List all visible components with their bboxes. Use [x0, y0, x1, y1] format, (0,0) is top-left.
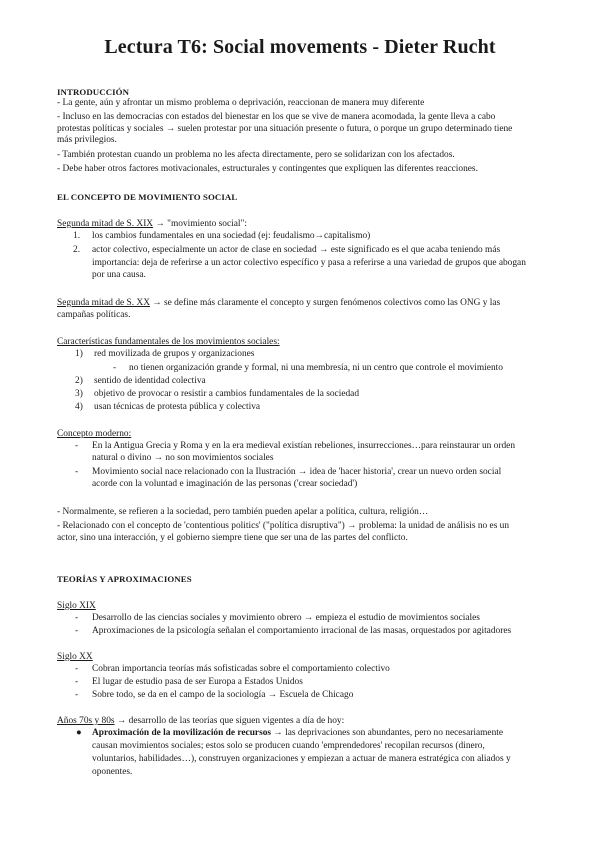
list-item: En la Antigua Grecia y Roma y en la era medieval existían rebeliones, insurrecciones…para reinstaurar un orden	[92, 441, 516, 451]
list-item: voluntarios, habilidades…), construyen organizaciones y empiezan a actuar de manera estratégica con aliados y	[92, 754, 511, 764]
list-marker: 4)	[75, 402, 83, 412]
document-title: Lectura T6: Social movements - Dieter Rucht	[104, 36, 496, 58]
concepto-heading: EL CONCEPTO DE MOVIMIENTO SOCIAL	[57, 192, 238, 202]
list-item: objetivo de provocar o resistir a cambios fundamentales de la sociedad	[94, 389, 360, 399]
list-item: Cobran importancia teorías más sofisticadas sobre el comportamiento colectivo	[92, 664, 390, 674]
s19-rest: → "movimiento social":	[153, 219, 247, 229]
teorias-heading: TEORÍAS Y APROXIMACIONES	[57, 574, 192, 584]
s20-line: campañas políticas.	[57, 310, 131, 320]
note-line: - Normalmente, se refieren a la sociedad, pero también pueden apelar a política, cultura, religión…	[57, 507, 429, 517]
list-item: no tienen organización grande y formal, ni una membresía, ni un centro que controle el movimiento	[129, 363, 503, 373]
list-item: por una causa.	[92, 270, 146, 280]
list-marker: -	[113, 363, 117, 373]
intro-line: - Debe haber otros factores motivacionales, estructurales y contingentes que expliquen las diferentes reacciones.	[57, 164, 478, 174]
xx-heading: Siglo XX	[57, 652, 93, 662]
intro-line: - Incluso en las democracias con estados del bienestar en los que se vive de manera acomodada, la gente lleva a cabo	[57, 112, 496, 122]
list-item: importancia: deja de referirse a un actor colectivo específico y pasa a referirse a una variedad de grupos que abogan	[92, 258, 526, 268]
list-item: red movilizada de grupos y organizaciones	[94, 349, 255, 359]
list-marker: 1.	[73, 231, 81, 241]
moderno-heading: Concepto moderno:	[57, 429, 132, 439]
s20-label: Segunda mitad de S. XX	[57, 298, 150, 308]
list-marker: 1)	[75, 349, 83, 359]
anos-heading	[57, 716, 344, 727]
anos-label: Años 70s y 80s	[57, 716, 115, 726]
list-marker: -	[75, 690, 79, 700]
caract-heading: Características fundamentales de los movimientos sociales:	[57, 337, 280, 347]
s19-heading	[57, 219, 247, 230]
list-item: acorde con la voluntad e imaginación de las personas ('crear sociedad')	[92, 479, 358, 489]
list-marker: 3)	[75, 389, 83, 399]
list-item: los cambios fundamentales en una sociedad (ej: feudalismo→capitalismo)	[92, 231, 371, 241]
list-item: sentido de identidad colectiva	[94, 376, 206, 386]
intro-heading: INTRODUCCIÓN	[57, 87, 130, 97]
list-marker: -	[75, 441, 79, 451]
list-marker: 2)	[75, 376, 83, 386]
list-item: El lugar de estudio pasa de ser Europa a Estados Unidos	[92, 677, 303, 687]
xix-heading: Siglo XIX	[57, 601, 96, 611]
bullet-rest: → las deprivaciones son abundantes, pero no necesariamente	[271, 728, 504, 738]
list-item: Movimiento social nace relacionado con la Ilustración → idea de 'hacer historia', crear un nuevo orden social	[92, 467, 502, 477]
list-marker: -	[75, 613, 79, 623]
list-item: actor colectivo, especialmente un actor de clase en sociedad → este significado es el que acaba teniendo más	[92, 245, 501, 255]
list-marker: -	[75, 467, 79, 477]
list-marker: -	[75, 664, 79, 674]
s20-heading	[57, 298, 500, 309]
bullet-dot: ●	[76, 728, 82, 738]
list-item: Aproximaciones de la psicología señalan el comportamiento irracional de las masas, orquestados por agitadores	[92, 626, 512, 636]
note-line: actor, sino una interacción, y el gobierno siempre tiene que ser una de las partes del conflicto.	[57, 533, 408, 543]
s20-rest: → se define más claramente el concepto y surgen fenómenos colectivos como las ONG y las	[149, 298, 501, 308]
intro-line: protestas políticas y sociales → suelen protestar por una situación presente o futura, o porque un grupo determinado tiene	[57, 124, 513, 134]
list-marker: -	[75, 677, 79, 687]
intro-line: - La gente, aún y afrontar un mismo problema o deprivación, reaccionan de manera muy diferente	[57, 98, 425, 108]
list-marker: -	[75, 626, 79, 636]
s19-label: Segunda mitad de S. XIX	[57, 219, 154, 229]
list-item: natural o divino → no son movimientos sociales	[92, 453, 274, 463]
bullet-bold: Aproximación de la movilización de recursos	[92, 728, 272, 738]
list-item: causan movimientos sociales; estos solo se producen cuando 'emprendedores' recopilan recursos (dinero,	[92, 741, 485, 751]
list-marker: 2.	[73, 245, 81, 255]
list-item: oponentes.	[92, 767, 133, 777]
intro-line: más privilegios.	[57, 135, 117, 145]
list-item: usan técnicas de protesta pública y colectiva	[94, 402, 261, 412]
list-item	[92, 728, 503, 739]
list-item: Sobre todo, se da en el campo de la sociología → Escuela de Chicago	[92, 690, 354, 700]
note-line: - Relacionado con el concepto de 'contentious politics' ("política disruptiva") → problema: la unidad de análisis no es un	[57, 521, 510, 531]
intro-line: - También protestan cuando un problema no les afecta directamente, pero se solidarizan con los afectados.	[57, 150, 455, 160]
anos-rest: → desarrollo de las teorías que siguen vigentes a día de hoy:	[114, 716, 345, 726]
list-item: Desarrollo de las ciencias sociales y movimiento obrero → empieza el estudio de movimientos sociales	[92, 613, 480, 623]
